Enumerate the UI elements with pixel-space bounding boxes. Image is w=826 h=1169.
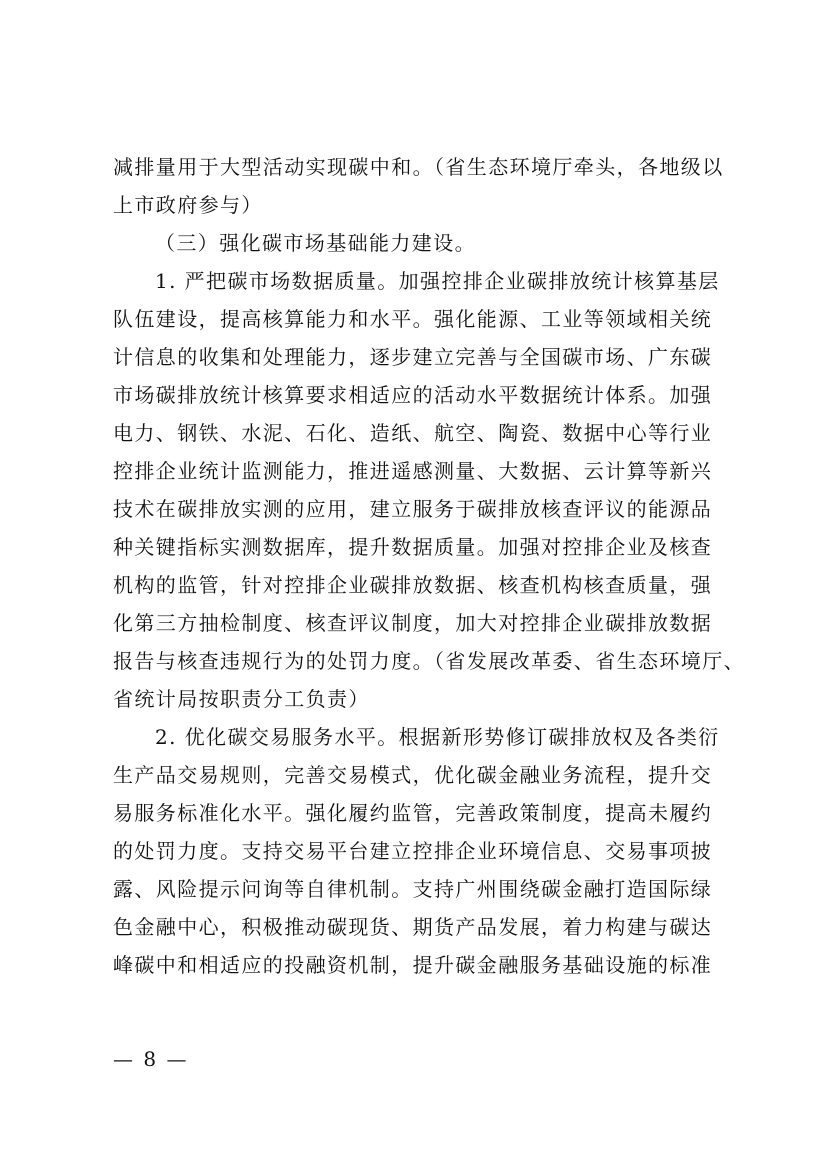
text-line-22: 峰碳中和相适应的投融资机制，提升碳金融服务基础设施的标准	[113, 953, 713, 977]
text-line-20: 露、风险提示问询等自律机制。支持广州围绕碳金融打造国际绿	[113, 877, 713, 901]
text-line-5: 队伍建设，提高核算能力和水平。强化能源、工业等领域相关统	[113, 307, 713, 331]
text-line-19: 的处罚力度。支持交易平台建立控排企业环境信息、交易事项披	[113, 839, 713, 863]
text-line-9: 控排企业统计监测能力，推进遥感测量、大数据、云计算等新兴	[113, 459, 713, 483]
text-line-16: 2. 优化碳交易服务水平。根据新形势修订碳排放权及各类衍	[155, 725, 720, 749]
text-line-6: 计信息的收集和处理能力，逐步建立完善与全国碳市场、广东碳	[113, 345, 713, 369]
page-number: — 8 —	[113, 1047, 189, 1071]
text-line-15: 省统计局按职责分工负责）	[113, 687, 370, 711]
text-line-12: 机构的监管，针对控排企业碳排放数据、核查机构核查质量，强	[113, 573, 713, 597]
text-line-17: 生产品交易规则，完善交易模式，优化碳金融业务流程，提升交	[113, 763, 713, 787]
text-line-11: 种关键指标实测数据库，提升数据质量。加强对控排企业及核查	[113, 535, 713, 559]
section-heading: （三）强化碳市场基础能力建设。	[155, 231, 476, 255]
text-line-4: 1. 严把碳市场数据质量。加强控排企业碳排放统计核算基层	[155, 269, 720, 293]
text-line-8: 电力、钢铁、水泥、石化、造纸、航空、陶瓷、数据中心等行业	[113, 421, 713, 445]
text-line-14: 报告与核查违规行为的处罚力度。（省发展改革委、省生态环境厅、	[113, 649, 745, 673]
text-line-10: 技术在碳排放实测的应用，建立服务于碳排放核查评议的能源品	[113, 497, 713, 521]
text-line-1: 减排量用于大型活动实现碳中和。（省生态环境厅牵头，各地级以	[113, 155, 724, 179]
text-line-18: 易服务标准化水平。强化履约监管，完善政策制度，提高未履约	[113, 801, 713, 825]
text-line-2: 上市政府参与）	[113, 193, 263, 217]
text-line-21: 色金融中心，积极推动碳现货、期货产品发展，着力构建与碳达	[113, 915, 713, 939]
text-line-7: 市场碳排放统计核算要求相适应的活动水平数据统计体系。加强	[113, 383, 713, 407]
text-line-13: 化第三方抽检制度、核查评议制度，加大对控排企业碳排放数据	[113, 611, 713, 635]
